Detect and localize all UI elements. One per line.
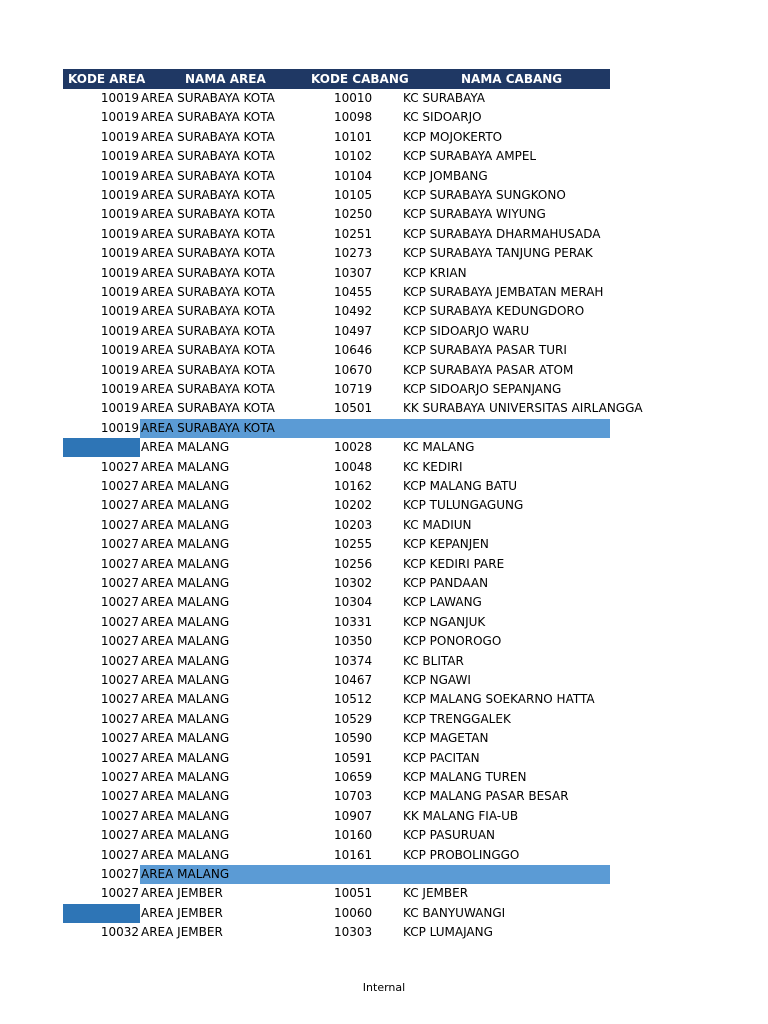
cell-nama-area[interactable]: AREA SURABAYA KOTA <box>141 168 275 183</box>
cell-kode-cabang[interactable]: 10307 <box>334 265 373 280</box>
cell-nama-area[interactable]: AREA MALANG <box>141 711 230 726</box>
cell-nama-cabang[interactable]: KCP TRENGGALEK <box>403 711 511 726</box>
cell-nama-cabang[interactable]: KCP SURABAYA KEDUNGDORO <box>403 304 585 319</box>
cell-kode-cabang[interactable]: 10101 <box>334 129 373 144</box>
cell-kode-cabang[interactable]: 10467 <box>334 673 373 687</box>
cell-nama-cabang[interactable]: KCP JOMBANG <box>403 168 488 183</box>
cell-kode-cabang[interactable]: 10374 <box>334 653 373 668</box>
cell-nama-area[interactable]: AREA MALANG <box>141 673 230 687</box>
cell-nama-cabang[interactable]: KCP MAGETAN <box>403 731 489 746</box>
table-row <box>63 904 610 923</box>
cell-kode-area[interactable]: 10019 <box>100 343 139 358</box>
footer-classification: Internal <box>362 981 406 994</box>
cell-kode-area[interactable]: 10019 <box>100 129 139 144</box>
table-row <box>63 574 610 593</box>
table-row <box>63 89 610 108</box>
table-row <box>63 399 643 418</box>
table-row <box>63 458 610 477</box>
table-row <box>63 477 610 496</box>
cell-kode-area[interactable]: 10019 <box>100 226 139 241</box>
cell-nama-area[interactable]: AREA MALANG <box>141 556 230 571</box>
cell-nama-area[interactable]: AREA SURABAYA KOTA <box>141 91 275 105</box>
cell-kode-cabang[interactable]: 10162 <box>334 479 373 493</box>
table-row <box>63 923 610 942</box>
cell-nama-area[interactable]: AREA SURABAYA KOTA <box>141 226 275 241</box>
table-row <box>63 807 610 826</box>
table-row <box>63 108 610 127</box>
cell-kode-area[interactable]: 10019 <box>100 285 139 299</box>
cell-nama-cabang[interactable]: KC SURABAYA <box>403 91 485 105</box>
cell-nama-area[interactable]: AREA MALANG <box>141 750 230 765</box>
cell-nama-cabang[interactable]: KK SURABAYA UNIVERSITAS AIRLANGGA <box>403 401 643 416</box>
cell-kode-area[interactable]: 10019 <box>100 91 139 105</box>
cell-nama-area[interactable]: AREA SURABAYA KOTA <box>141 323 275 338</box>
cell-kode-cabang[interactable]: 10098 <box>334 110 373 125</box>
header-kode-cabang: KODE CABANG <box>311 72 409 86</box>
cell-nama-area[interactable]: AREA SURABAYA KOTA <box>141 382 275 396</box>
cell-nama-cabang[interactable]: KC SIDOARJO <box>403 110 482 125</box>
cell-kode-cabang[interactable]: 10161 <box>334 847 373 862</box>
cell-kode-area[interactable]: 10027 <box>100 556 139 571</box>
table-row <box>63 186 610 205</box>
cell-nama-cabang[interactable]: KCP TULUNGAGUNG <box>403 498 524 513</box>
header-nama-cabang: NAMA CABANG <box>461 72 563 86</box>
header-kode-area: KODE AREA <box>68 72 146 86</box>
cell-kode-cabang[interactable]: 10529 <box>334 711 373 726</box>
cell-kode-area[interactable]: 10027 <box>100 828 139 843</box>
cell-nama-area[interactable]: AREA SURABAYA KOTA <box>141 246 275 261</box>
cell-nama-area[interactable]: AREA SURABAYA KOTA <box>141 343 275 358</box>
cell-kode-area[interactable]: 10027 <box>100 653 139 668</box>
cell-nama-area[interactable]: AREA SURABAYA KOTA <box>141 265 275 280</box>
cell-nama-area[interactable]: AREA MALANG <box>141 731 230 746</box>
cell-kode-area[interactable]: 10027 <box>100 731 139 746</box>
cell-kode-area[interactable]: 10027 <box>100 847 139 862</box>
cell-nama-area[interactable]: AREA MALANG <box>141 498 230 513</box>
cell-kode-area[interactable]: 10027 <box>100 789 139 804</box>
cell-nama-cabang[interactable]: KCP PANDAAN <box>403 576 489 590</box>
table-row <box>63 302 610 321</box>
table-row <box>63 749 610 768</box>
cell-nama-cabang[interactable]: KCP PROBOLINGGO <box>403 847 520 862</box>
table-row <box>63 167 610 186</box>
table-row <box>63 341 610 360</box>
table-row <box>63 884 610 903</box>
cell-kode-cabang[interactable]: 10303 <box>334 925 373 940</box>
cell-kode-cabang[interactable]: 10590 <box>334 731 373 746</box>
cell-kode-area[interactable]: 10027 <box>100 537 139 552</box>
cell-kode-area[interactable]: 10019 <box>100 110 139 125</box>
table-row <box>63 438 610 457</box>
cell-nama-cabang[interactable]: KCP PONOROGO <box>403 634 502 649</box>
cell-nama-cabang[interactable]: KCP SURABAYA JEMBATAN MERAH <box>403 285 604 299</box>
cell-kode-cabang[interactable]: 10703 <box>334 789 373 804</box>
table-row <box>63 593 610 612</box>
cell-nama-cabang[interactable]: KCP SURABAYA DHARMAHUSADA <box>403 226 601 241</box>
cell-nama-cabang[interactable]: KCP KEPANJEN <box>403 537 489 552</box>
cell-kode-cabang[interactable]: 10907 <box>334 808 373 823</box>
cell-kode-cabang[interactable]: 10501 <box>334 401 373 416</box>
cell-nama-cabang[interactable]: KC KEDIRI <box>403 459 463 474</box>
cell-nama-cabang[interactable]: KCP NGAWI <box>403 673 471 687</box>
cell-nama-cabang[interactable]: KC BANYUWANGI <box>403 905 506 920</box>
table-header <box>63 69 610 89</box>
cell-nama-area[interactable]: AREA MALANG <box>141 653 230 668</box>
table-row <box>63 632 610 651</box>
cell-kode-area[interactable]: 10019 <box>100 420 139 435</box>
cell-nama-cabang[interactable]: KCP PASURUAN <box>403 828 496 843</box>
cell-kode-cabang[interactable]: 10202 <box>334 498 373 513</box>
cell-nama-cabang[interactable]: KCP SURABAYA AMPEL <box>403 149 537 164</box>
cell-nama-area[interactable]: AREA JEMBER <box>141 905 223 920</box>
cell-kode-cabang[interactable]: 10591 <box>334 750 373 765</box>
cell-nama-cabang[interactable]: KCP NGANJUK <box>403 614 486 629</box>
cell-kode-area[interactable]: 10019 <box>100 207 139 222</box>
cell-nama-cabang[interactable]: KCP MALANG BATU <box>403 479 518 493</box>
cell-kode-area[interactable]: 10032 <box>100 925 139 940</box>
cell-nama-area[interactable]: AREA SURABAYA KOTA <box>141 207 275 222</box>
table-row <box>63 613 610 632</box>
cell-kode-cabang[interactable]: 10646 <box>334 343 373 358</box>
cell-kode-cabang[interactable]: 10051 <box>334 886 373 901</box>
cell-kode-cabang[interactable]: 10497 <box>334 323 373 338</box>
cell-nama-cabang[interactable]: KCP SURABAYA PASAR ATOM <box>403 362 574 377</box>
cell-kode-cabang[interactable]: 10719 <box>334 382 373 396</box>
cell-kode-area[interactable]: 10027 <box>100 886 139 901</box>
cell-nama-area[interactable]: AREA MALANG <box>141 808 230 823</box>
cell-nama-area[interactable]: AREA MALANG <box>141 479 230 493</box>
cell-nama-area[interactable]: AREA SURABAYA KOTA <box>141 304 275 319</box>
table-row <box>63 846 610 865</box>
cell-kode-area[interactable]: 10019 <box>100 304 139 319</box>
cell-nama-cabang[interactable]: KCP SURABAYA SUNGKONO <box>403 188 566 202</box>
cell-nama-cabang[interactable]: KCP SIDOARJO SEPANJANG <box>403 382 562 396</box>
cell-kode-cabang[interactable]: 10273 <box>334 246 373 261</box>
cell-kode-cabang[interactable]: 10028 <box>334 440 373 455</box>
cell-nama-cabang[interactable]: KCP SIDOARJO WARU <box>403 323 530 338</box>
table-row <box>63 729 610 748</box>
cell-kode-area[interactable]: 10027 <box>100 517 139 532</box>
cell-kode-cabang[interactable]: 10492 <box>334 304 373 319</box>
cell-nama-area[interactable]: AREA MALANG <box>141 828 230 843</box>
cell-kode-area[interactable]: 10027 <box>100 692 139 707</box>
cell-kode-area[interactable]: 10027 <box>100 498 139 513</box>
table-row <box>63 225 610 244</box>
table-row <box>63 555 610 574</box>
cell-nama-area[interactable]: AREA MALANG <box>141 847 230 862</box>
cell-kode-cabang[interactable]: 10048 <box>334 459 373 474</box>
cell-nama-cabang[interactable]: KCP MALANG TUREN <box>403 770 527 784</box>
cell-nama-area[interactable]: AREA SURABAYA KOTA <box>141 110 275 125</box>
cell-kode-area[interactable]: 10019 <box>100 188 139 202</box>
cell-nama-cabang[interactable]: KC MALANG <box>403 440 475 455</box>
cell-kode-area[interactable]: 10019 <box>100 382 139 396</box>
cell-kode-area[interactable]: 10019 <box>100 362 139 377</box>
cell-kode-cabang[interactable]: 10331 <box>334 614 373 629</box>
cell-kode-area[interactable]: 10019 <box>100 168 139 183</box>
cell-nama-area[interactable]: AREA SURABAYA KOTA <box>141 188 275 202</box>
cell-nama-area[interactable]: AREA MALANG <box>141 440 230 455</box>
cell-kode-area[interactable]: 10027 <box>100 673 139 687</box>
cell-kode-cabang[interactable]: 10203 <box>334 517 373 532</box>
cell-nama-cabang[interactable]: KCP PACITAN <box>403 750 480 765</box>
cell-nama-cabang[interactable]: KCP SURABAYA TANJUNG PERAK <box>403 246 593 261</box>
cell-nama-cabang[interactable]: KC JEMBER <box>403 886 469 901</box>
cell-kode-cabang[interactable]: 10455 <box>334 285 373 299</box>
cell-kode-cabang[interactable]: 10160 <box>334 828 373 843</box>
cell-nama-area[interactable]: AREA SURABAYA KOTA <box>141 362 275 377</box>
table-row <box>63 419 610 438</box>
cell-kode-cabang[interactable]: 10104 <box>334 168 373 183</box>
cell-kode-cabang[interactable]: 10512 <box>334 692 373 707</box>
table-row <box>63 283 610 302</box>
table-row <box>63 690 610 709</box>
table-row <box>63 865 610 884</box>
cell-nama-area[interactable]: AREA MALANG <box>141 789 230 804</box>
cell-kode-cabang[interactable]: 10060 <box>334 905 373 920</box>
table-row <box>63 205 610 224</box>
table-row <box>63 535 610 554</box>
cell-kode-area[interactable]: 10027 <box>100 614 139 629</box>
kode-area-fill <box>63 904 140 923</box>
cell-nama-cabang[interactable]: KCP SURABAYA PASAR TURI <box>403 343 567 358</box>
cell-nama-cabang[interactable]: KC MADIUN <box>403 517 472 532</box>
cell-nama-area[interactable]: AREA SURABAYA KOTA <box>141 129 275 144</box>
cell-nama-cabang[interactable]: KCP LUMAJANG <box>403 925 493 940</box>
cell-kode-area[interactable]: 10027 <box>100 479 139 493</box>
cell-kode-cabang[interactable]: 10250 <box>334 207 373 222</box>
cell-kode-area[interactable]: 10027 <box>100 750 139 765</box>
cell-nama-area[interactable]: AREA MALANG <box>141 867 230 881</box>
cell-kode-area[interactable]: 10027 <box>100 595 139 610</box>
cell-kode-area[interactable]: 10027 <box>100 867 139 881</box>
cell-nama-area[interactable]: AREA MALANG <box>141 537 230 552</box>
cell-nama-area[interactable]: AREA MALANG <box>141 595 230 610</box>
cell-kode-cabang[interactable]: 10255 <box>334 537 373 552</box>
table-row <box>63 322 610 341</box>
cell-nama-cabang[interactable]: KCP LAWANG <box>403 595 482 610</box>
table-row <box>63 516 610 535</box>
table-row <box>63 496 610 515</box>
cell-nama-area[interactable]: AREA JEMBER <box>141 925 223 940</box>
cell-kode-cabang[interactable]: 10010 <box>334 91 373 105</box>
table-row <box>63 380 610 399</box>
cell-kode-cabang[interactable]: 10350 <box>334 634 373 649</box>
cell-nama-area[interactable]: AREA MALANG <box>141 614 230 629</box>
cell-nama-cabang[interactable]: KCP MALANG PASAR BESAR <box>403 789 569 804</box>
table-row <box>63 147 610 166</box>
cell-kode-cabang[interactable]: 10670 <box>334 362 373 377</box>
cell-nama-area[interactable]: AREA SURABAYA KOTA <box>141 285 275 299</box>
cell-nama-cabang[interactable]: KCP MALANG SOEKARNO HATTA <box>403 692 595 707</box>
cell-nama-cabang[interactable]: KCP MOJOKERTO <box>403 129 503 144</box>
table-row <box>63 128 610 147</box>
cell-kode-cabang[interactable]: 10302 <box>334 576 373 590</box>
cell-kode-cabang[interactable]: 10659 <box>334 770 373 784</box>
kode-area-fill <box>63 438 140 457</box>
cell-nama-cabang[interactable]: KCP SURABAYA WIYUNG <box>403 207 546 222</box>
cell-kode-cabang[interactable]: 10102 <box>334 149 373 164</box>
cell-kode-area[interactable]: 10027 <box>100 770 139 784</box>
cell-nama-area[interactable]: AREA MALANG <box>141 634 230 649</box>
header-nama-area: NAMA AREA <box>185 72 266 86</box>
cell-nama-area[interactable]: AREA MALANG <box>141 517 230 532</box>
table-row <box>63 361 610 380</box>
cell-kode-area[interactable]: 10027 <box>100 459 139 474</box>
cell-nama-area[interactable]: AREA SURABAYA KOTA <box>141 401 275 416</box>
table-row <box>63 768 610 787</box>
cell-kode-cabang[interactable]: 10304 <box>334 595 373 610</box>
table-row <box>63 787 610 806</box>
cell-kode-area[interactable]: 10019 <box>100 401 139 416</box>
table-row <box>63 264 610 283</box>
cell-nama-cabang[interactable]: KCP KEDIRI PARE <box>403 556 505 571</box>
cell-kode-cabang[interactable]: 10251 <box>334 226 373 241</box>
cell-nama-area[interactable]: AREA MALANG <box>141 576 230 590</box>
table-row <box>63 671 610 690</box>
cell-kode-area[interactable]: 10027 <box>100 576 139 590</box>
cell-kode-area[interactable]: 10019 <box>100 265 139 280</box>
table-row <box>63 652 610 671</box>
cell-kode-area[interactable]: 10019 <box>100 246 139 261</box>
cell-kode-cabang[interactable]: 10105 <box>334 188 373 202</box>
cell-kode-area[interactable]: 10027 <box>100 711 139 726</box>
cell-kode-cabang[interactable]: 10256 <box>334 556 373 571</box>
cell-nama-cabang[interactable]: KCP KRIAN <box>403 265 467 280</box>
cell-kode-area[interactable]: 10019 <box>100 149 139 164</box>
cell-nama-area[interactable]: AREA SURABAYA KOTA <box>141 149 275 164</box>
cell-nama-cabang[interactable]: KC BLITAR <box>403 653 464 668</box>
cell-nama-area[interactable]: AREA JEMBER <box>141 886 223 901</box>
cell-nama-area[interactable]: AREA MALANG <box>141 692 230 707</box>
table-row <box>63 826 610 845</box>
cell-nama-cabang[interactable]: KK MALANG FIA-UB <box>403 808 519 823</box>
cell-kode-area[interactable]: 10027 <box>100 634 139 649</box>
cell-nama-area[interactable]: AREA MALANG <box>141 459 230 474</box>
cell-kode-area[interactable]: 10019 <box>100 323 139 338</box>
table-row <box>63 244 610 263</box>
cell-nama-area[interactable]: AREA SURABAYA KOTA <box>141 420 275 435</box>
cell-nama-area[interactable]: AREA MALANG <box>141 770 230 784</box>
cell-kode-area[interactable]: 10027 <box>100 808 139 823</box>
table-row <box>63 710 610 729</box>
